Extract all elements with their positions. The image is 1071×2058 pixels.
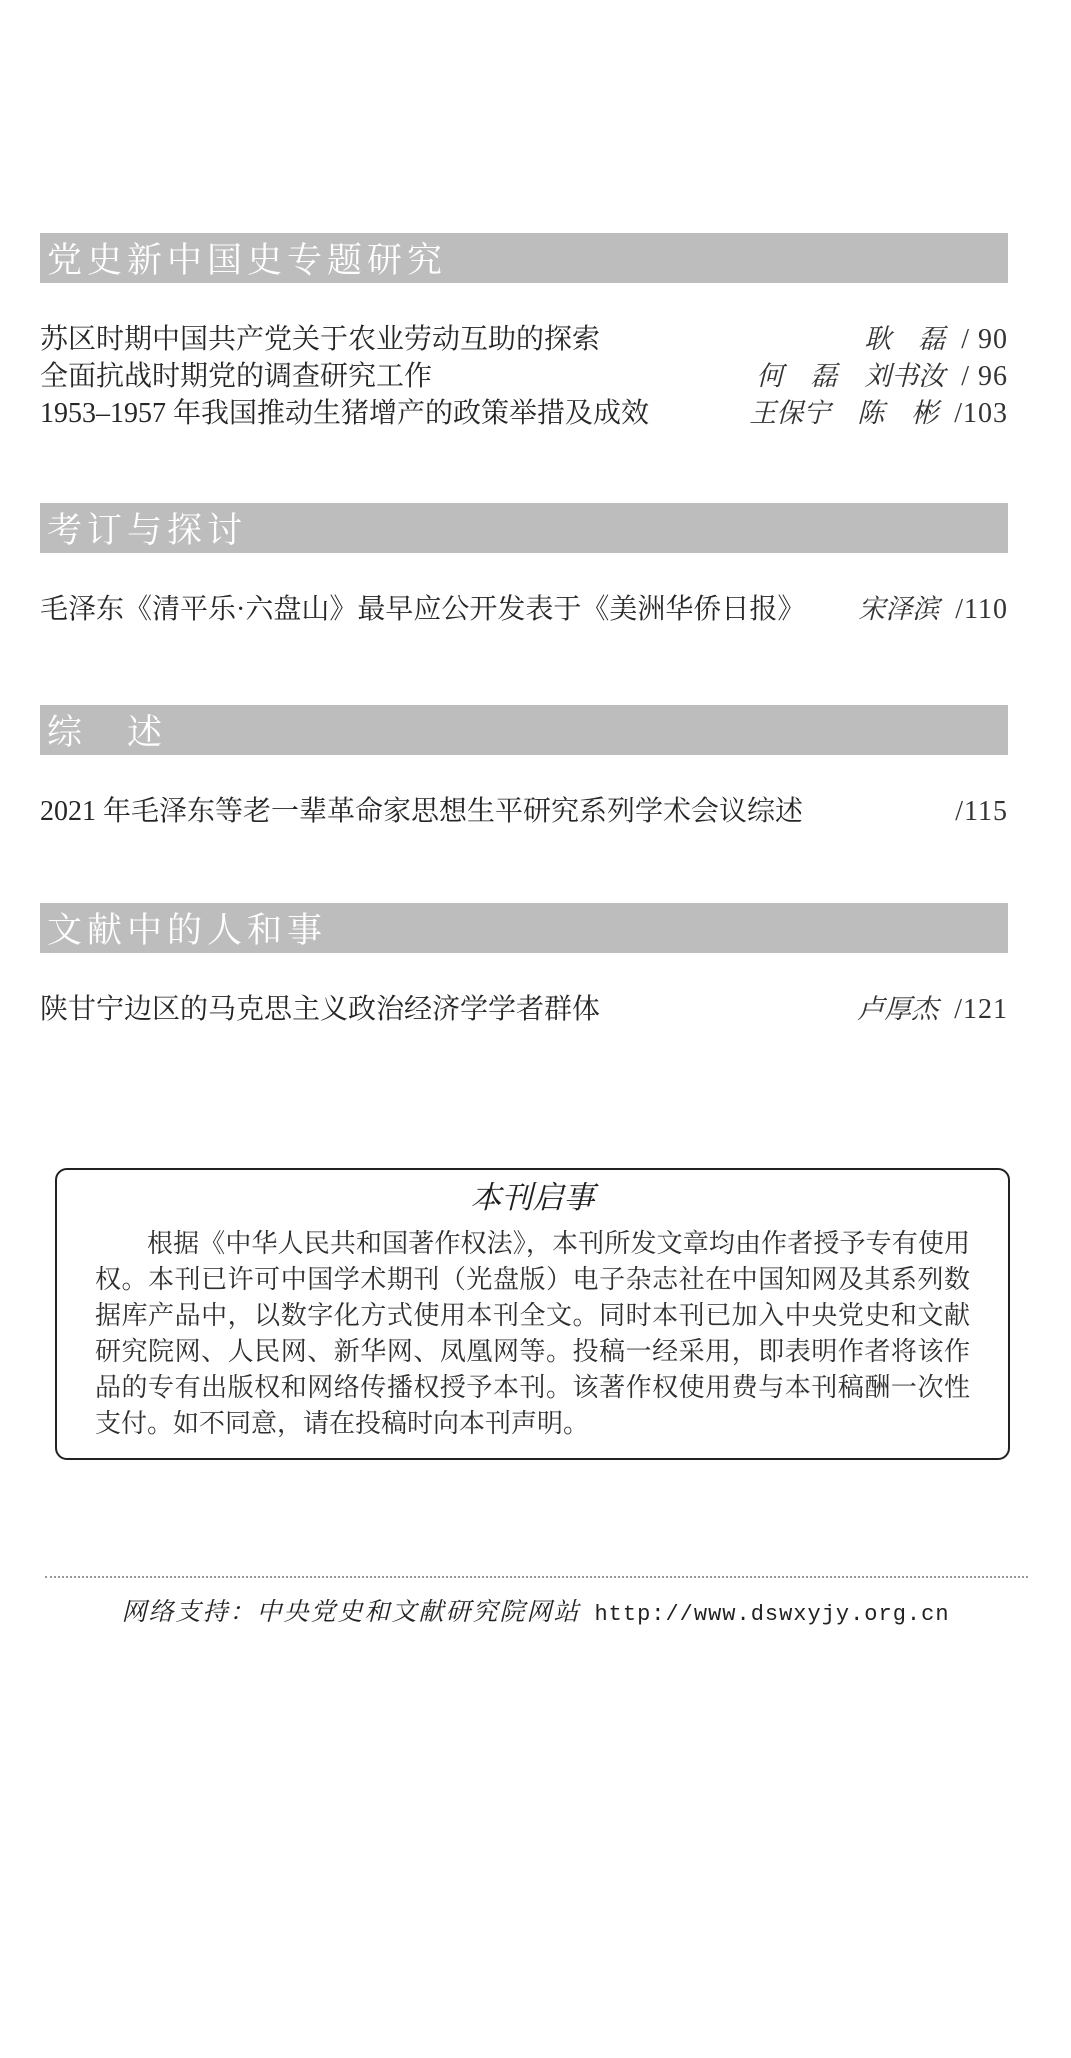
article-title: 2021 年毛泽东等老一辈革命家思想生平研究系列学术会议综述 — [40, 796, 804, 827]
section-header-label: 党史新中国史专题研究 — [47, 241, 448, 280]
article-page-number: / 96 — [961, 361, 1008, 392]
footer-support-label: 网络支持：中央党史和文献研究院网站 — [121, 1599, 581, 1626]
entry-meta — [756, 358, 1008, 395]
article-page-number: / 90 — [961, 324, 1008, 355]
entry-meta — [858, 591, 1008, 628]
article-title: 陕甘宁边区的马克思主义政治经济学学者群体 — [40, 994, 601, 1025]
article-authors: 王保宁 陈 彬 — [749, 398, 939, 428]
toc-entry — [40, 321, 1008, 358]
article-title: 1953–1957 年我国推动生猪增产的政策举措及成效 — [40, 398, 650, 429]
article-page-number: /115 — [955, 796, 1008, 827]
section-header-label: 文献中的人和事 — [47, 911, 328, 950]
journal-notice-box — [55, 1168, 1010, 1460]
toc-entry — [40, 591, 1008, 628]
section-entries — [40, 991, 1008, 1028]
section-bar-people-and-events — [40, 903, 1008, 953]
section-header-label: 考订与探讨 — [47, 511, 248, 550]
article-page-number: /121 — [954, 994, 1008, 1025]
article-title: 全面抗战时期党的调查研究工作 — [40, 361, 433, 392]
entry-meta — [939, 793, 1008, 830]
journal-toc-page — [0, 233, 1071, 2058]
notice-body-text: 根据《中华人民共和国著作权法》，本刊所发文章均由作者授予专有使用权。本刊已许可中国学术期刊（光盘版）电子杂志社在中国知网及其系列数据库产品中，以数字化方式使用本刊全文。同时本刊已加入中央党史和文献研究院网、人民网、新华网、凤凰网等。投稿一经采用，即表明作者将该作品的专有出版权和网络传播权授予本刊。该著作权使用费与本刊稿酬一次性支付。如不同意，请在投稿时向本刊声明。 — [95, 1229, 970, 1438]
entry-meta — [749, 395, 1008, 432]
section-header-label: 综 述 — [47, 713, 168, 752]
footer — [0, 1592, 1071, 1628]
section-bar-textual-research — [40, 503, 1008, 553]
section-bar-review — [40, 705, 1008, 755]
section-entries — [40, 793, 1008, 830]
notice-title: 本刊启事 — [470, 1180, 595, 1215]
article-authors: 何 磊 刘书汝 — [756, 361, 946, 391]
article-page-number: /103 — [954, 398, 1008, 429]
toc-entry — [40, 358, 1008, 395]
article-title: 苏区时期中国共产党关于农业劳动互助的探索 — [40, 324, 601, 355]
toc-entry — [40, 395, 1008, 432]
article-authors: 卢厚杰 — [857, 994, 939, 1024]
toc-entry — [40, 793, 1008, 830]
footer-dotted-divider — [45, 1576, 1028, 1578]
section-entries — [40, 321, 1008, 432]
section-bar-party-history-research — [40, 233, 1008, 283]
toc-entry — [40, 991, 1008, 1028]
article-title: 毛泽东《清平乐·六盘山》最早应公开发表于《美洲华侨日报》 — [40, 594, 806, 625]
article-page-number: /110 — [955, 594, 1008, 625]
entry-meta — [857, 991, 1008, 1028]
footer-support-url: http://www.dswxyjy.org.cn — [594, 1602, 950, 1627]
article-authors: 宋泽滨 — [858, 594, 940, 624]
section-entries — [40, 591, 1008, 628]
article-authors: 耿 磊 — [864, 324, 946, 354]
toc-content — [0, 233, 1071, 1460]
entry-meta — [864, 321, 1008, 358]
